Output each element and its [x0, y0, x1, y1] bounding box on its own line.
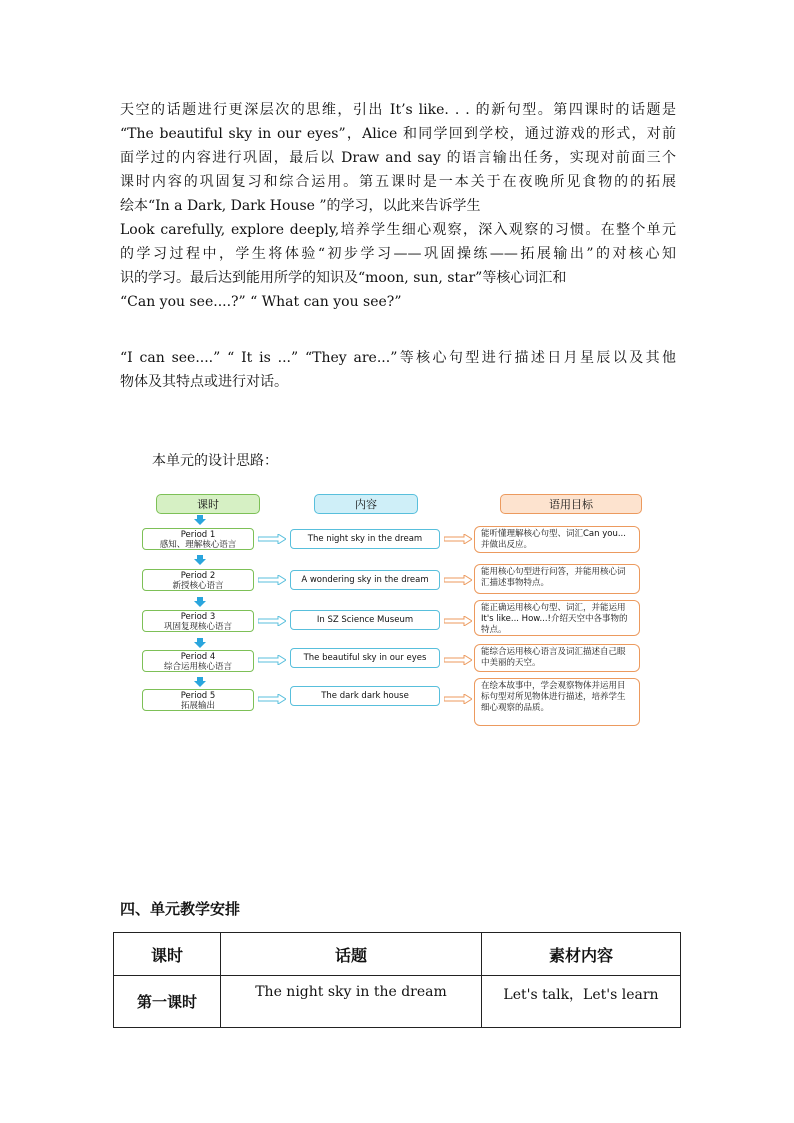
- text-line: Look carefully, explore deeply,培养学生细心观察，深入观察的习惯。在整个单元: [120, 222, 676, 238]
- arrow-right-icon: [444, 534, 472, 544]
- arrow-right-icon: [444, 616, 472, 626]
- arrow-down-icon: [194, 555, 206, 565]
- text-line: 识的学习。最后达到能用所学的知识及“moon, sun, star”等核心词汇和: [120, 270, 567, 286]
- design-diagram: [136, 488, 648, 733]
- table-row: [114, 976, 681, 1028]
- period-box: [142, 528, 254, 550]
- table-header: 素材内容: [482, 933, 681, 976]
- arrow-down-icon: [194, 638, 206, 648]
- arrow-right-icon: [444, 694, 472, 704]
- goal-header: 语用目标: [500, 494, 642, 514]
- period-desc: 新授核心语言: [172, 581, 224, 591]
- arrow-right-icon: [258, 575, 286, 585]
- section-4-title: 四、单元教学安排: [120, 900, 241, 918]
- period-box: [142, 650, 254, 672]
- design-title: 本单元的设计思路：: [152, 453, 278, 469]
- arrow-right-icon: [258, 534, 286, 544]
- paragraph-2: [120, 346, 676, 394]
- period-desc: 巩固复现核心语言: [163, 622, 232, 632]
- content-box: In SZ Science Museum: [290, 610, 440, 630]
- text-line: 面学过的内容进行巩固，最后以 Draw and say 的语言输出任务，实现对前面三个: [120, 150, 676, 166]
- text-line: 课时内容的巩固复习和综合运用。第五课时是一本关于在夜晚所见食物的的拓展: [120, 174, 676, 190]
- period-label: Period 2: [180, 571, 216, 581]
- table-cell: Let's talk，Let's learn: [482, 976, 681, 1028]
- period-desc: 拓展输出: [180, 701, 215, 711]
- text-line: 绘本“In a Dark, Dark House ”的学习，以此来告诉学生: [120, 198, 481, 214]
- text-line: “Can you see....?” “ What can you see?”: [120, 294, 402, 310]
- period-desc: 综合运用核心语言: [163, 662, 232, 672]
- goal-box: 能用核心句型进行问答，并能用核心词汇描述事物特点。: [474, 564, 640, 594]
- period-label: Period 4: [180, 652, 216, 662]
- goal-box: 能综合运用核心语言及词汇描述自己眼中美丽的天空。: [474, 644, 640, 672]
- table-header: 话题: [221, 933, 482, 976]
- arrow-down-icon: [194, 677, 206, 687]
- period-box: [142, 689, 254, 711]
- goal-box: 能正确运用核心句型、词汇，并能运用It's like... How...!介绍天空中各事物的特点。: [474, 600, 640, 636]
- text-line: 物体及其特点或进行对话。: [120, 374, 288, 390]
- table-header: 课时: [114, 933, 221, 976]
- content-box: The beautiful sky in our eyes: [290, 648, 440, 668]
- arrow-right-icon: [444, 575, 472, 585]
- goal-box: 能听懂理解核心句型、词汇Can you...并做出反应。: [474, 526, 640, 553]
- paragraph-1: [120, 98, 676, 314]
- content-header: 内容: [314, 494, 418, 514]
- arrow-right-icon: [258, 694, 286, 704]
- arrow-down-icon: [194, 515, 206, 525]
- table-cell: The night sky in the dream: [221, 976, 482, 1028]
- text-line: 天空的话题进行更深层次的思维，引出 It’s like. . . 的新句型。第四课时的话题是: [120, 102, 676, 118]
- arrow-right-icon: [258, 655, 286, 665]
- period-box: [142, 610, 254, 632]
- period-header: 课时: [156, 494, 260, 514]
- period-label: Period 1: [180, 530, 216, 540]
- period-label: Period 3: [180, 612, 216, 622]
- goal-box: 在绘本故事中，学会观察物体并运用目标句型对所见物体进行描述，培养学生细心观察的品质。: [474, 678, 640, 726]
- arrow-right-icon: [258, 616, 286, 626]
- arrow-down-icon: [194, 597, 206, 607]
- text-line: 的学习过程中，学生将体验“初步学习——巩固操练——拓展输出”的对核心知: [120, 246, 676, 262]
- schedule-table: [113, 932, 681, 1028]
- content-box: The night sky in the dream: [290, 529, 440, 549]
- period-desc: 感知、理解核心语言: [159, 540, 237, 550]
- table-header-row: [114, 933, 681, 976]
- table-cell: 第一课时: [114, 976, 221, 1028]
- period-label: Period 5: [180, 691, 216, 701]
- content-box: A wondering sky in the dream: [290, 570, 440, 590]
- text-line: “The beautiful sky in our eyes”，Alice 和同学回到学校，通过游戏的形式，对前: [120, 126, 676, 142]
- period-box: [142, 569, 254, 591]
- arrow-right-icon: [444, 655, 472, 665]
- text-line: “I can see....” “ It is ...” “They are...”等核心句型进行描述日月星辰以及其他: [120, 350, 676, 366]
- content-box: The dark dark house: [290, 686, 440, 706]
